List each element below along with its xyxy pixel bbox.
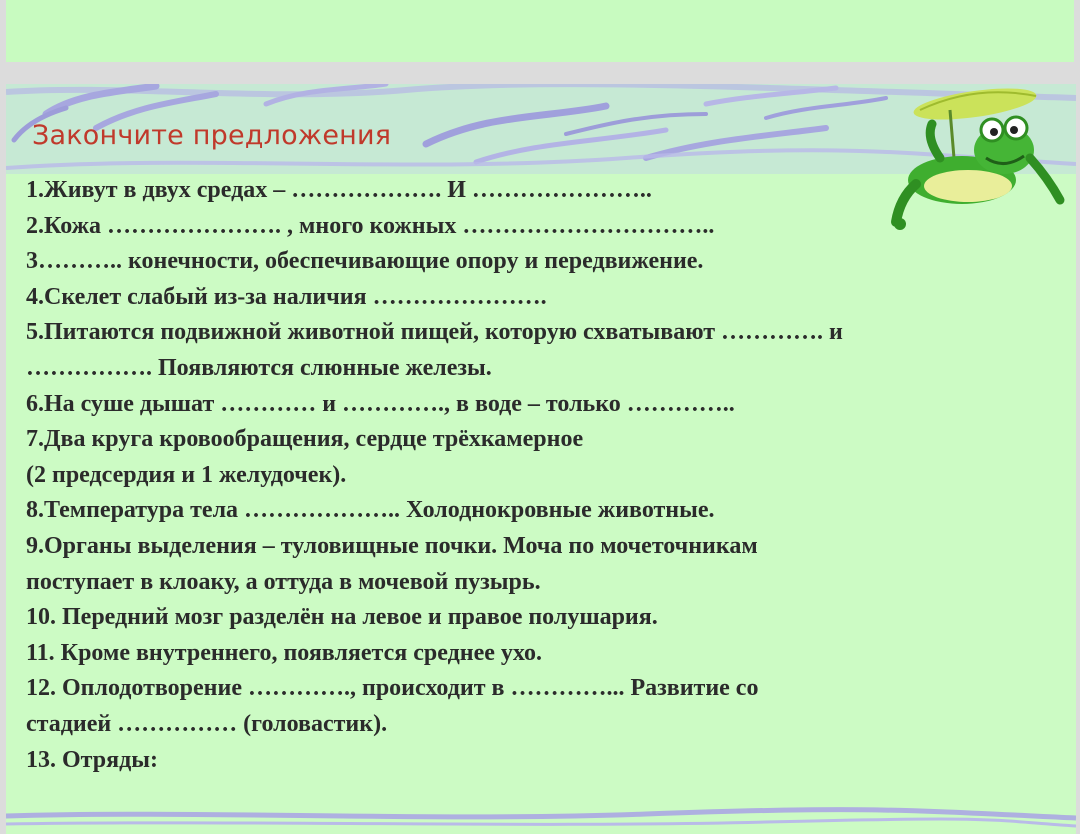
sentence-line: 8.Температура тела ……………….. Холоднокровные животные.	[26, 497, 715, 524]
sentence-line: 10. Передний мозг разделён на левое и правое полушария.	[26, 604, 658, 631]
slide	[6, 84, 1076, 834]
sentence-line: 6.На суше дышат ………… и …………., в воде – только …………..	[26, 390, 735, 417]
sentence-line: 5.Питаются подвижной животной пищей, которую схватывают …………. и	[26, 319, 843, 346]
sentence-line: (2 предсердия и 1 желудочек).	[26, 461, 347, 488]
sentence-line: 2.Кожа …………………. , много кожных …………………………..	[26, 212, 715, 239]
sentence-line: 11. Кроме внутреннего, появляется среднее ухо.	[26, 639, 542, 666]
sentence-line: стадией …………… (головастик).	[26, 710, 388, 737]
previous-slide-edge	[6, 0, 1074, 62]
sentence-line: 12. Оплодотворение …………., происходит в …………... Развитие со	[26, 675, 759, 702]
bottom-swirl-band	[6, 796, 1076, 834]
sentence-line: 3……….. конечности, обеспечивающие опору и передвижение.	[26, 248, 704, 275]
sentence-line: ……………. Появляются слюнные железы.	[26, 354, 492, 381]
sentence-line: 4.Скелет слабый из-за наличия ………………….	[26, 283, 547, 310]
sentence-line: 7.Два круга кровообращения, сердце трёхкамерное	[26, 426, 584, 453]
sentence-list	[26, 173, 1066, 778]
sentence-line: 13. Отряды:	[26, 746, 158, 773]
sentence-line: 9.Органы выделения – туловищные почки. Моча по мочеточникам	[26, 532, 758, 559]
sentence-line: 1.Живут в двух средах – ………………. И …………………..	[26, 177, 652, 203]
slide-title: Закончите предложения	[32, 120, 392, 151]
sentence-line: поступает в клоаку, а оттуда в мочевой пузырь.	[26, 568, 541, 595]
